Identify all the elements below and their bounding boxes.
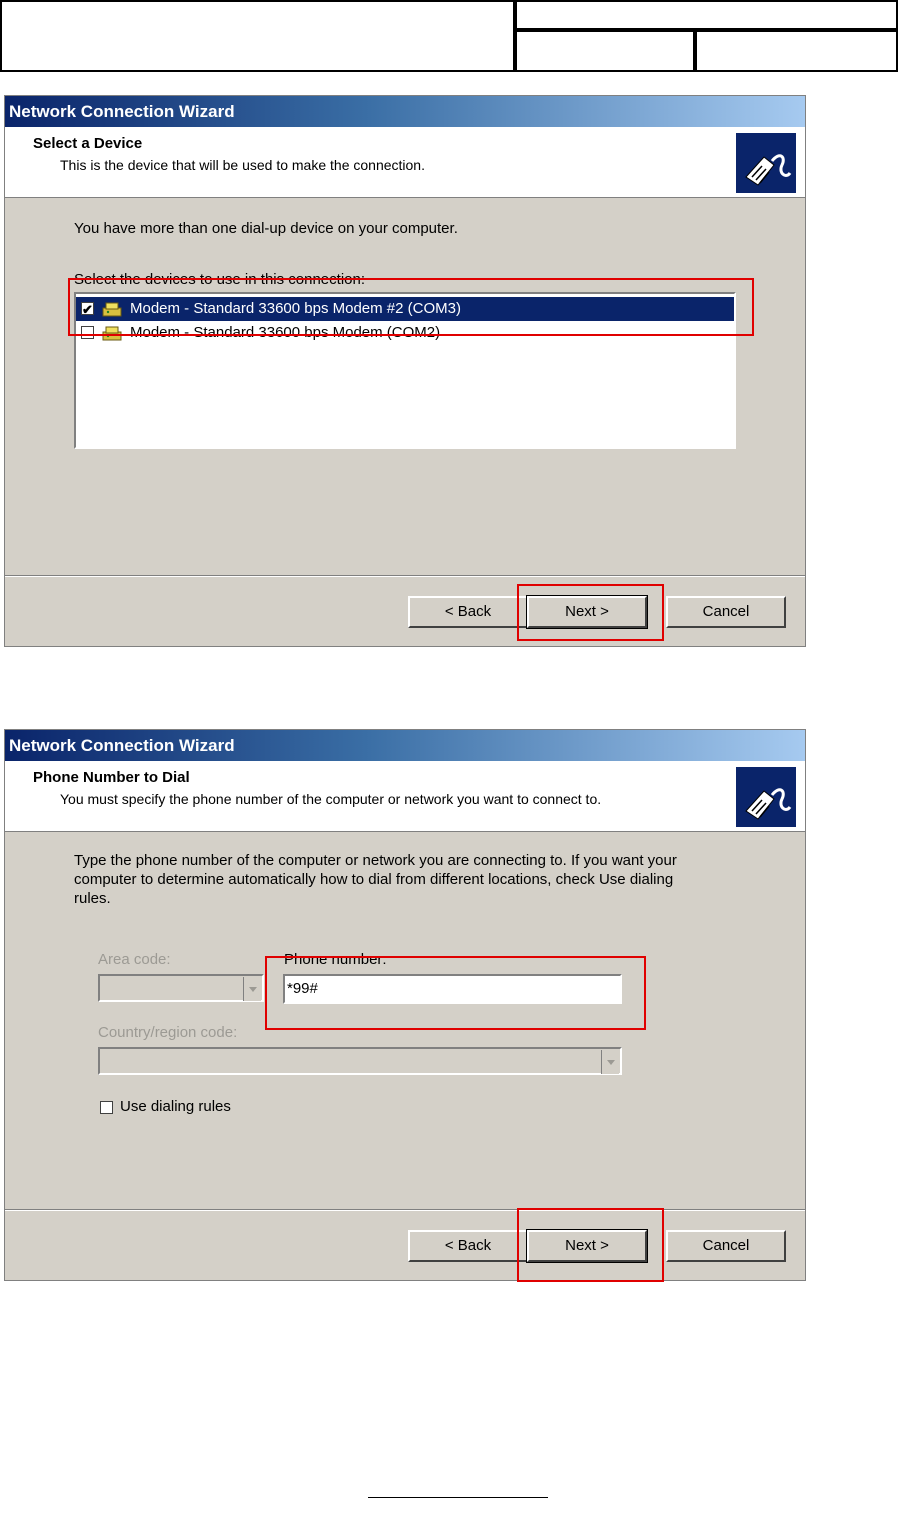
- phone-number-input[interactable]: *99#: [283, 974, 622, 1004]
- document-header-table: [0, 0, 898, 72]
- wizard-dialog-select-device: [4, 95, 806, 647]
- next-button[interactable]: Next >: [527, 1230, 647, 1262]
- instructions-line-3: rules.: [74, 890, 111, 907]
- use-dialing-rules-label[interactable]: Use dialing rules: [120, 1098, 231, 1115]
- wizard-header: [5, 761, 805, 832]
- instructions-line-2: computer to determine automatically how to dial from different locations, check Use dialing: [74, 871, 674, 888]
- country-code-select: [98, 1047, 622, 1075]
- phone-number-label: Phone number:: [284, 951, 387, 968]
- header-cell-right-bottom-1: [513, 28, 697, 72]
- wizard-step-title: Phone Number to Dial: [33, 769, 190, 786]
- device-row-2-label: Modem - Standard 33600 bps Modem (COM2): [130, 324, 441, 341]
- wizard-header: [5, 127, 805, 198]
- highlight-next-button: [517, 584, 664, 641]
- use-dialing-rules-checkbox[interactable]: [100, 1101, 113, 1114]
- device-list-label: Select the devices to use in this connection:: [74, 271, 366, 288]
- country-code-label: Country/region code:: [98, 1024, 238, 1041]
- cancel-button[interactable]: Cancel: [666, 596, 786, 628]
- area-code-label: Area code:: [98, 951, 171, 968]
- highlight-next-button: [517, 1208, 664, 1282]
- dropdown-arrow-icon: [243, 977, 261, 1001]
- window-title[interactable]: Network Connection Wizard: [5, 730, 805, 761]
- device-row-1-label: Modem - Standard 33600 bps Modem #2 (COM3): [130, 300, 461, 317]
- cancel-button[interactable]: Cancel: [666, 1230, 786, 1262]
- header-cell-right-bottom-2: [693, 28, 898, 72]
- wizard-body: [5, 832, 805, 1282]
- checkbox-checked-icon: ✔: [82, 302, 93, 317]
- highlight-phone-number: [265, 956, 646, 1030]
- wizard-step-title: Select a Device: [33, 135, 143, 152]
- instructions-line-1: Type the phone number of the computer or network you are connecting to. If you want your: [74, 852, 677, 869]
- dropdown-arrow-icon: [601, 1050, 619, 1074]
- button-separator: [5, 575, 805, 577]
- intro-text: You have more than one dial-up device on your computer.: [74, 220, 458, 237]
- wizard-network-cable-icon: [736, 133, 796, 193]
- highlight-device-row: [68, 278, 754, 336]
- wizard-step-subtitle: You must specify the phone number of the computer or network you want to connect to.: [60, 791, 602, 807]
- next-button[interactable]: Next >: [527, 596, 647, 628]
- wizard-body: [5, 198, 805, 648]
- header-cell-left: [0, 0, 517, 72]
- area-code-select: [98, 974, 264, 1002]
- button-separator: [5, 1209, 805, 1211]
- wizard-network-cable-icon: [736, 767, 796, 827]
- back-button[interactable]: < Back: [408, 596, 528, 628]
- back-button[interactable]: < Back: [408, 1230, 528, 1262]
- window-title[interactable]: Network Connection Wizard: [5, 96, 805, 127]
- wizard-step-subtitle: This is the device that will be used to make the connection.: [60, 157, 425, 173]
- footer-rule: [368, 1497, 548, 1498]
